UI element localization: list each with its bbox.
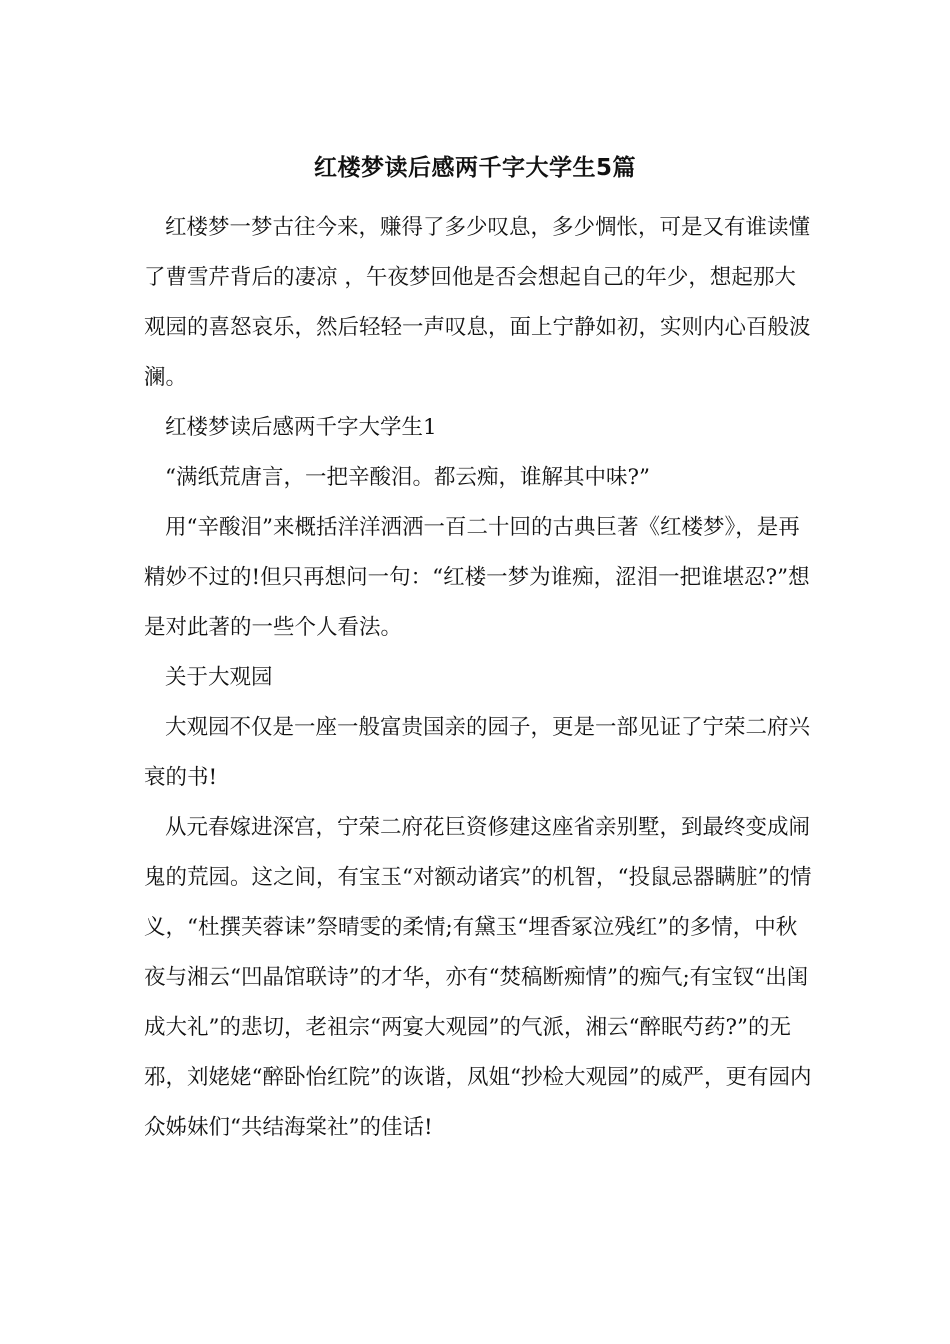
body-paragraph: 大观园不仅是一座一般富贵国亲的园子，更是一部见证了宁荣二府兴衰的书! xyxy=(144,715,811,790)
body-paragraph: 用“辛酸泪”来概括洋洋洒洒一百二十回的古典巨著《红楼梦》，是再精妙不过的!但只再想问一句：“红楼一梦为谁痴，涩泪一把谁堪忍?”想是对此著的一些个人看法。 xyxy=(144,515,810,640)
quote-paragraph: “满纸荒唐言，一把辛酸泪。都云痴，谁解其中味?” xyxy=(165,465,651,490)
body-paragraph: 从元春嫁进深宫，宁荣二府花巨资修建这座省亲别墅，到最终变成闹鬼的荒园。这之间，有宝玉“对额动诸宾”的机智，“投鼠忌器瞒脏”的情义，“杜撰芙蓉诔”祭晴雯的柔情;有黛玉“埋香冢泣残红”的多情，中秋夜与湘云“凹晶馆联诗”的才华，亦有“焚稿断痴情”的痴气;有宝钗“出闺成大礼”的悲切，老祖宗“两宴大观园”的气派，湘云“醉眠芍药?”的无邪，刘姥姥“醉卧怡红院”的诙谐，凤姐“抄检大观园”的威严，更有园内众姊妹们“共结海棠社”的佳话! xyxy=(144,815,812,1140)
intro-paragraph: 红楼梦一梦古往今来，赚得了多少叹息，多少惆怅，可是又有谁读懂了曹雪芹背后的凄凉 ，午夜梦回他是否会想起自己的年少，想起那大观园的喜怒哀乐，然后轻轻一声叹息，面上宁静如初，实则内心百般波澜。 xyxy=(144,215,811,390)
document-body xyxy=(144,203,816,1153)
section-heading: 红楼梦读后感两千字大学生1 xyxy=(165,415,437,440)
document-title: 红楼梦读后感两千字大学生5篇 xyxy=(313,155,636,181)
subsection-heading: 关于大观园 xyxy=(165,665,273,690)
